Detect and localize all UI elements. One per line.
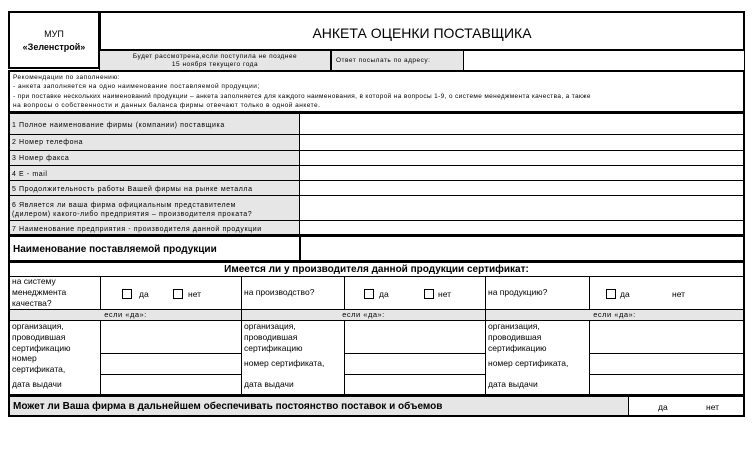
cert-product-no-label: нет <box>672 289 686 299</box>
cert-production-if-yes: если «да»: <box>342 310 385 319</box>
question-3-field[interactable] <box>300 151 743 165</box>
recommendations-box <box>8 70 745 113</box>
cert-product-date-label: дата выдачи <box>488 379 538 389</box>
question-6-label-line1: 6 Является ли ваша фирма официальным представителем <box>12 202 237 209</box>
org-box <box>8 11 100 69</box>
cert-product-yes-checkbox[interactable] <box>606 289 616 299</box>
cert-product-yes-label: да <box>620 289 630 299</box>
question-2-label: 2 Номер телефона <box>12 139 84 146</box>
recommendations-heading: Рекомендации по заполнению: <box>13 74 120 81</box>
questions-block <box>8 112 745 236</box>
final-question-row <box>8 395 745 417</box>
cert-production-org-field[interactable] <box>345 321 485 353</box>
cert-production-org-label: организация, проводившая сертификацию <box>244 321 303 353</box>
question-1-field[interactable] <box>300 114 743 134</box>
cert-quality-org-label: организация, проводившая сертификацию <box>12 321 71 353</box>
cert-production-number-field[interactable] <box>345 354 485 374</box>
final-question-no[interactable]: нет <box>706 402 720 412</box>
question-5-label: 5 Продолжительность работы Вашей фирмы на рынке металла <box>12 186 253 193</box>
deadline-line1: Будет рассмотрена,если поступила не позднее <box>132 53 298 60</box>
cert-quality-date-field[interactable] <box>101 375 241 394</box>
cert-product-number-label: номер сертификата, <box>488 358 569 368</box>
question-3-label: 3 Номер факса <box>12 155 70 162</box>
reply-address-field[interactable] <box>463 50 745 71</box>
cert-production-date-field[interactable] <box>345 375 485 394</box>
cert-product-date-field[interactable] <box>590 375 743 394</box>
cert-production-no-label: нет <box>438 289 452 299</box>
question-7-field[interactable] <box>300 221 743 234</box>
question-6-label-line2: (дилером) какого-либо предприятия – производителя проката? <box>12 211 253 218</box>
deadline-line2: 15 ноября текущего года <box>171 61 259 68</box>
question-6-field[interactable] <box>300 196 743 220</box>
cert-quality-number-label: номер сертификата, <box>12 353 66 374</box>
product-name-row <box>8 235 745 262</box>
certificates-heading: Имеется ли у производителя данной продукции сертификат: <box>224 264 529 275</box>
question-7-label: 7 Наименование предприятия - производителя данной продукции <box>12 226 262 233</box>
cert-quality-org-field[interactable] <box>101 321 241 353</box>
question-4-label: 4 E - mail <box>12 171 48 178</box>
title-box <box>99 11 745 51</box>
cert-product-if-yes: если «да»: <box>593 310 636 319</box>
cert-product-org-field[interactable] <box>590 321 743 353</box>
cert-quality-no-label: нет <box>188 289 202 299</box>
cert-production-yes-label: да <box>379 289 389 299</box>
cert-product-number-field[interactable] <box>590 354 743 374</box>
cert-product-org-label: организация, проводившая сертификацию <box>488 321 547 353</box>
cert-product-question: на продукцию? <box>488 287 548 297</box>
reply-label-box <box>331 50 464 71</box>
deadline-box <box>99 50 331 71</box>
certificates-block <box>8 261 745 396</box>
cert-production-question: на производство? <box>244 287 315 297</box>
cert-quality-question: на систему менеджмента качества? <box>12 276 67 308</box>
cert-production-yes-checkbox[interactable] <box>364 289 374 299</box>
cert-quality-if-yes: если «да»: <box>104 310 147 319</box>
cert-production-date-label: дата выдачи <box>244 379 294 389</box>
question-5-field[interactable] <box>300 181 743 195</box>
question-1-label: 1 Полное наименование фирмы (компании) поставщика <box>12 122 225 129</box>
question-2-field[interactable] <box>300 135 743 150</box>
reply-label: Ответ посылать по адресу: <box>336 57 431 64</box>
org-line2: «Зеленстрой» <box>22 42 86 52</box>
cert-production-no-checkbox[interactable] <box>424 289 434 299</box>
recommendations-line3: на вопросы о собственности и данных баланса фирмы отвечают только в одной анкете. <box>13 102 321 109</box>
question-4-field[interactable] <box>300 166 743 180</box>
cert-production-number-label: номер сертификата, <box>244 358 325 368</box>
product-name-label: Наименование поставляемой продукции <box>13 244 217 255</box>
final-question-yes[interactable]: да <box>658 402 668 412</box>
org-line1: МУП <box>44 29 64 39</box>
final-question-label: Может ли Ваша фирма в дальнейшем обеспечивать постоянство поставок и объемов <box>13 401 443 412</box>
page-title: АНКЕТА ОЦЕНКИ ПОСТАВЩИКА <box>312 25 532 41</box>
cert-quality-number-field[interactable] <box>101 354 241 374</box>
cert-quality-date-label: дата выдачи <box>12 379 62 389</box>
cert-quality-no-checkbox[interactable] <box>173 289 183 299</box>
cert-quality-yes-checkbox[interactable] <box>122 289 132 299</box>
cert-quality-yes-label: да <box>139 289 149 299</box>
product-name-field[interactable] <box>301 237 743 260</box>
recommendations-line1: - анкета заполняется на одно наименование поставляемой продукции; <box>13 83 260 90</box>
recommendations-line2: - при поставке нескольких наименований продукции – анкета заполняется для каждого наименования, в которой на вопросы 1-9, о системе менеджмента качества, а также <box>13 93 591 100</box>
